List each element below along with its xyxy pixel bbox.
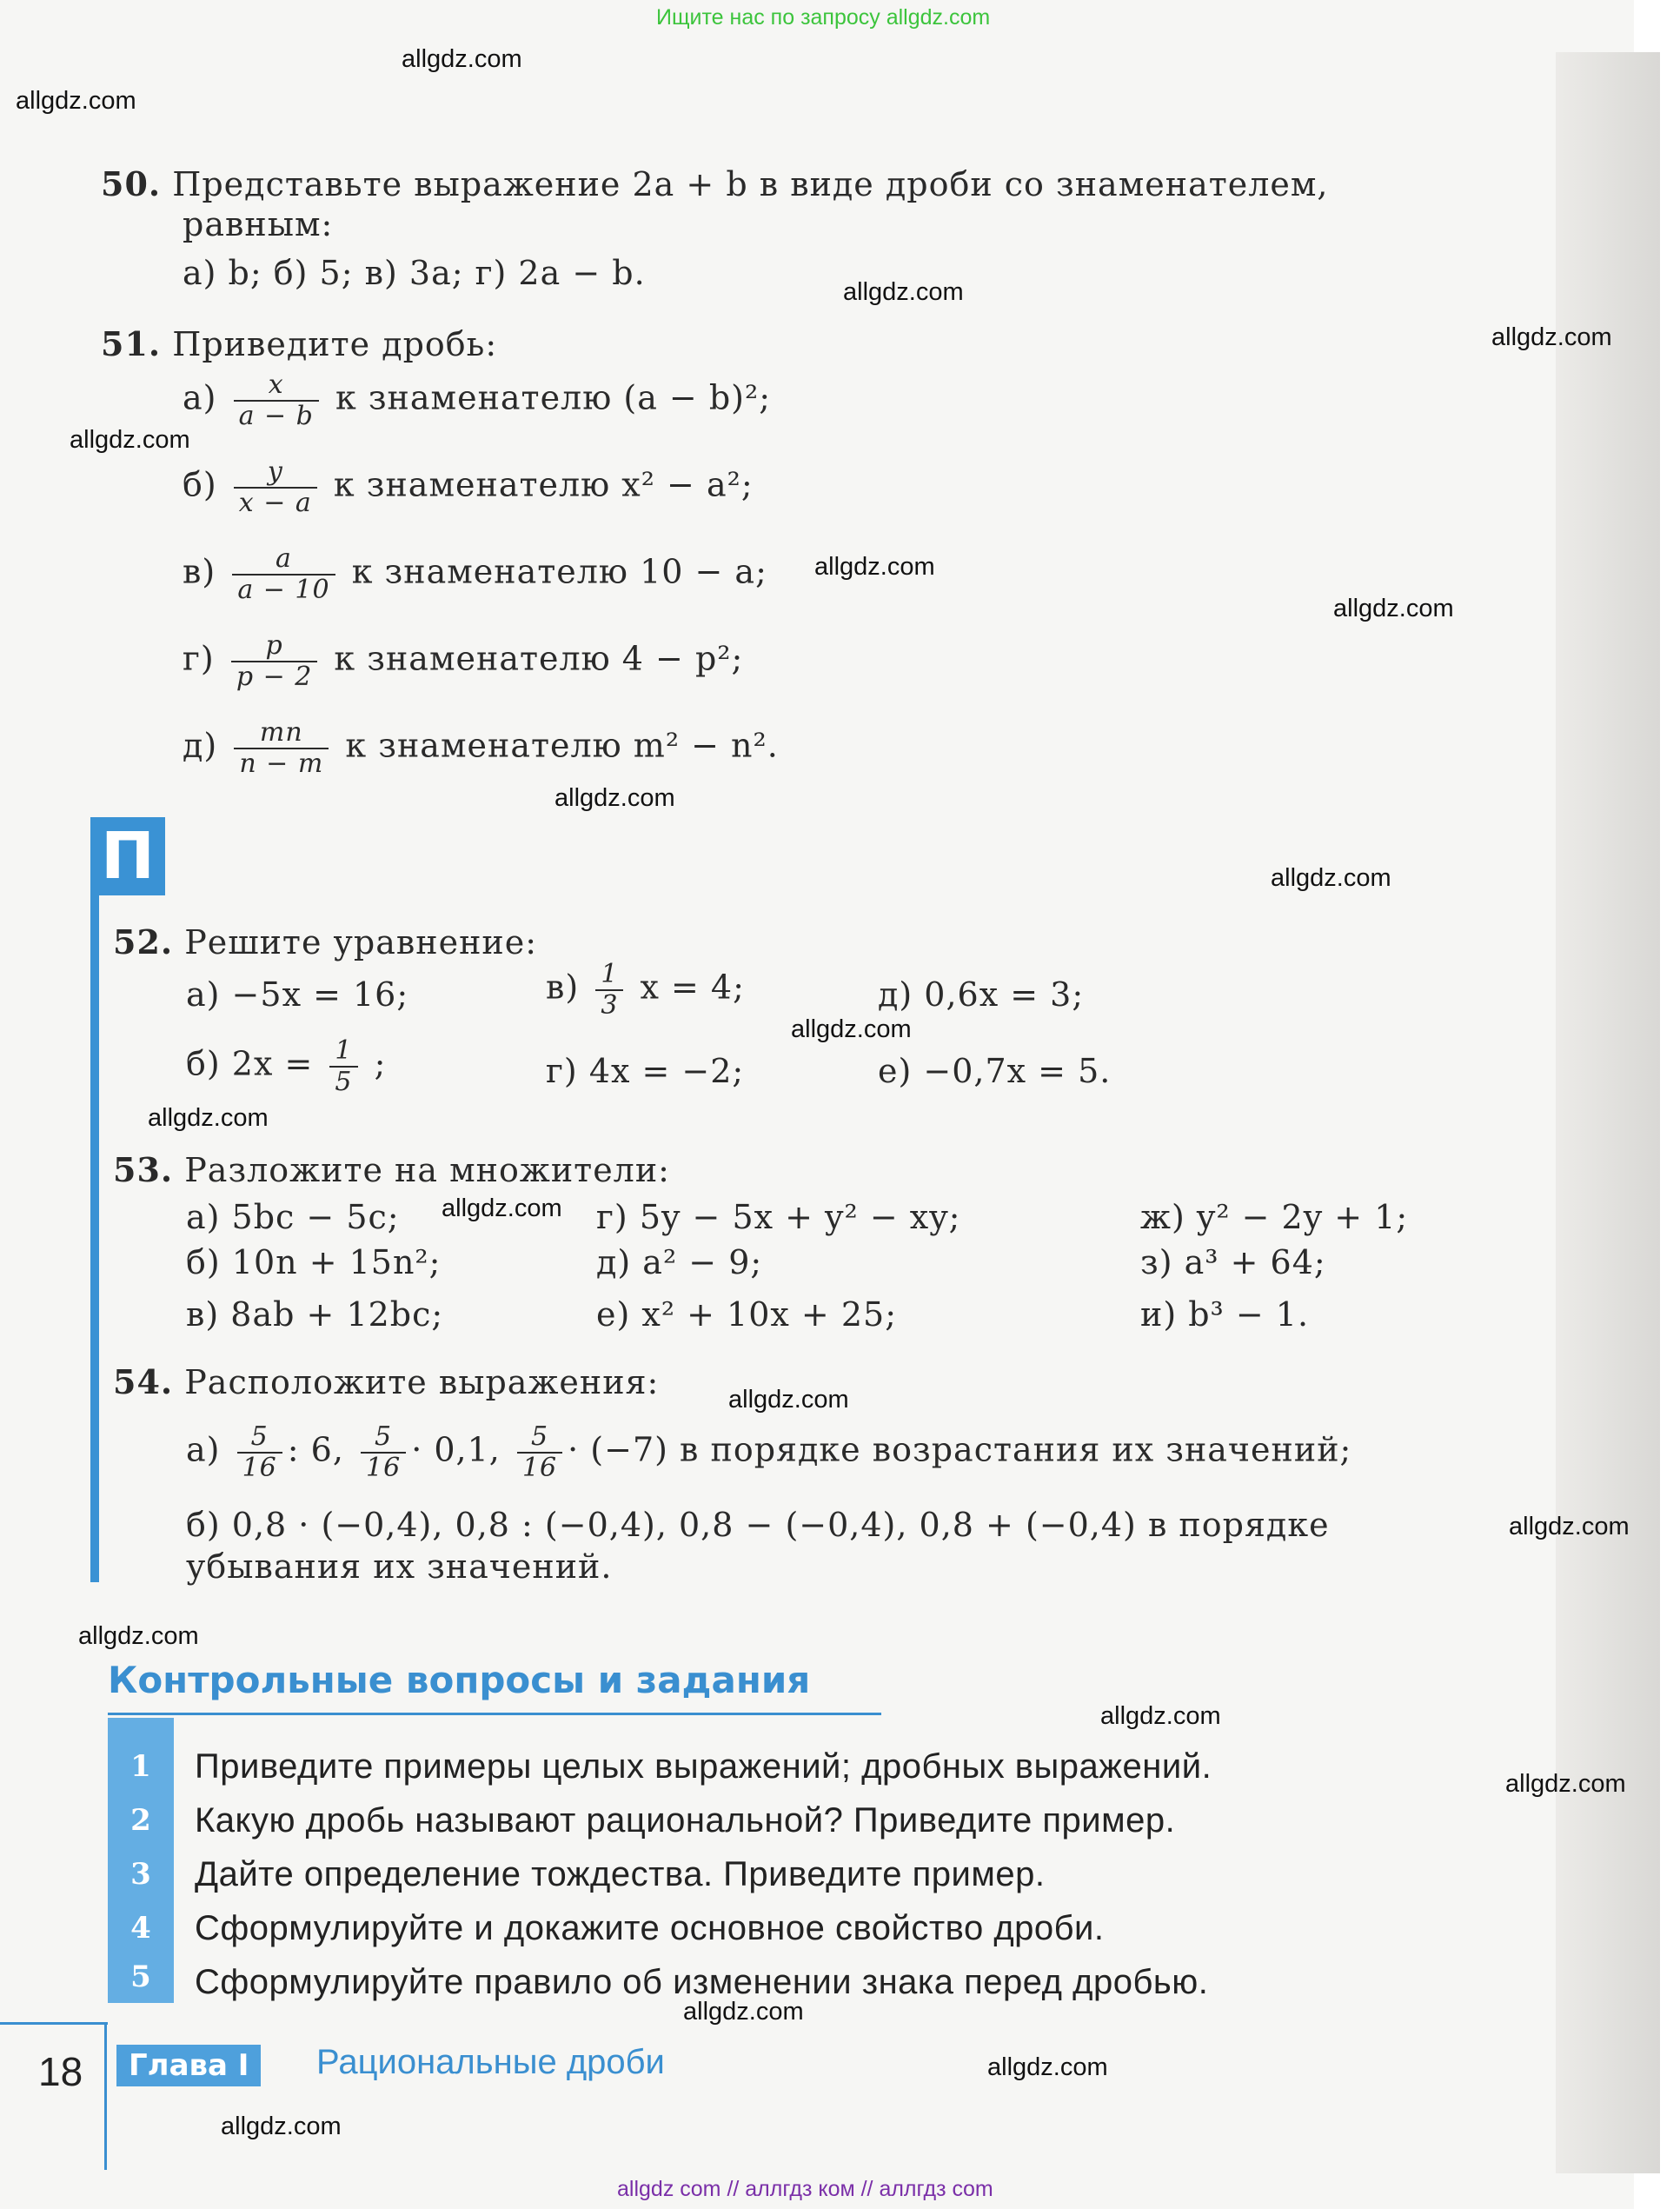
eq-g: г) 4x = −2; <box>546 1052 745 1090</box>
fraction-denominator: 16 <box>237 1452 282 1483</box>
site-watermark: allgdz.com <box>1333 595 1454 622</box>
site-watermark: allgdz.com <box>843 278 964 306</box>
question-text: Дайте определение тождества. Приведите пример. <box>195 1855 1046 1893</box>
site-watermark: allgdz.com <box>728 1386 849 1414</box>
problem-text: Разложите на множители: <box>184 1151 670 1189</box>
top-watermark[interactable]: Ищите нас по запросу allgdz.com <box>656 5 991 30</box>
chapter-label: Глава I <box>116 2045 261 2086</box>
eq-v <box>546 960 745 1021</box>
problem-51-item <box>183 370 771 431</box>
problem-50 <box>101 163 1329 205</box>
fraction-numerator: 1 <box>335 1035 353 1066</box>
fraction <box>517 1422 562 1483</box>
fraction-numerator: 5 <box>375 1421 393 1452</box>
eq-d: д) 0,6x = 3; <box>878 975 1085 1014</box>
site-watermark: allgdz.com <box>987 2053 1108 2081</box>
fraction-numerator: y <box>267 456 283 487</box>
factor-item: г) 5y − 5x + y² − xy; <box>596 1198 961 1236</box>
site-watermark: allgdz.com <box>16 87 136 115</box>
fraction-numerator: mn <box>259 717 303 748</box>
eq-b <box>186 1036 386 1097</box>
problem-54-a <box>186 1422 1351 1483</box>
site-watermark: allgdz.com <box>1491 323 1612 351</box>
question-text: Какую дробь называют рациональной? Приведите пример. <box>195 1801 1176 1840</box>
fraction-denominator: 5 <box>329 1066 357 1097</box>
question-number: 1 <box>130 1749 151 1784</box>
site-watermark: allgdz.com <box>1509 1513 1630 1540</box>
problem-text: Представьте выражение 2a + b в виде дроби со знаменателем, <box>172 165 1329 203</box>
problem-54-b-line2: убывания их значений. <box>186 1547 613 1586</box>
problem-54 <box>113 1361 659 1403</box>
fraction <box>232 544 335 605</box>
problem-number: 52. <box>113 922 174 961</box>
problem-51 <box>101 323 497 365</box>
question-text: Сформулируйте правило об изменении знака перед дробью. <box>195 1963 1209 2001</box>
item-text: б) 2x = <box>186 1044 314 1083</box>
footer-rule <box>0 2022 108 2025</box>
site-watermark: allgdz.com <box>683 1998 804 2026</box>
bottom-watermark[interactable]: allgdz com // аллгдз ком // аллгдз сom <box>617 2177 993 2201</box>
eq-a: а) −5x = 16; <box>186 975 409 1014</box>
site-watermark: allgdz.com <box>1271 864 1391 892</box>
control-questions-title: Контрольные вопросы и задания <box>108 1659 811 1701</box>
question-text: Сформулируйте и докажите основное свойство дроби. <box>195 1909 1105 1947</box>
item-text: к знаменателю x² − a²; <box>333 465 754 504</box>
question-number: 4 <box>130 1911 151 1946</box>
question-number: 5 <box>130 1959 151 1994</box>
factor-item: д) a² − 9; <box>596 1243 763 1281</box>
site-watermark: allgdz.com <box>1100 1702 1221 1730</box>
fraction-denominator: a − b <box>234 400 319 431</box>
problem-53 <box>113 1149 670 1191</box>
site-watermark: allgdz.com <box>402 45 522 73</box>
site-watermark: allgdz.com <box>221 2113 342 2140</box>
problem-50-options: а) b; б) 5; в) 3a; г) 2a − b. <box>183 254 646 292</box>
item-label: а) <box>183 378 217 417</box>
problem-number: 51. <box>101 324 162 363</box>
factor-item: з) a³ + 64; <box>1140 1243 1326 1281</box>
item-text: · 0,1, <box>411 1430 501 1469</box>
problem-51-item <box>183 718 779 779</box>
page-number: 18 <box>38 2049 83 2094</box>
problem-text: Решите уравнение: <box>184 923 538 961</box>
site-watermark: allgdz.com <box>70 426 190 454</box>
fraction-numerator: x <box>268 369 284 400</box>
site-watermark: allgdz.com <box>791 1015 912 1043</box>
problem-number: 50. <box>101 164 162 203</box>
fraction-denominator: a − 10 <box>232 574 335 605</box>
item-text: к знаменателю 4 − p²; <box>334 639 744 678</box>
problem-number: 54. <box>113 1362 174 1401</box>
problem-51-item <box>183 631 743 692</box>
problem-51-item <box>183 544 767 605</box>
question-text: Приведите примеры целых выражений; дробных выражений. <box>195 1747 1212 1786</box>
fraction <box>234 718 329 779</box>
problem-52 <box>113 922 537 963</box>
fraction-denominator: p − 2 <box>231 661 318 692</box>
item-label: в) <box>183 552 216 591</box>
site-watermark: allgdz.com <box>1505 1770 1626 1798</box>
problem-50-line2: равным: <box>183 205 334 243</box>
site-watermark: allgdz.com <box>442 1194 562 1222</box>
fraction-denominator: 16 <box>361 1452 406 1483</box>
fraction-denominator: x − a <box>234 487 317 518</box>
factor-item: ж) y² − 2y + 1; <box>1140 1198 1409 1236</box>
fraction <box>361 1422 406 1483</box>
question-number: 3 <box>130 1857 151 1892</box>
question-number: 2 <box>130 1803 151 1838</box>
item-label: в) <box>546 968 580 1007</box>
fraction-numerator: 5 <box>250 1421 269 1452</box>
repeat-section-bar <box>90 895 99 1582</box>
fraction <box>237 1422 282 1483</box>
problem-number: 53. <box>113 1150 174 1189</box>
fraction-numerator: 5 <box>531 1421 549 1452</box>
factor-item: в) 8ab + 12bc; <box>186 1295 444 1334</box>
fraction <box>234 457 317 518</box>
problem-text: Расположите выражения: <box>184 1363 660 1401</box>
site-watermark: allgdz.com <box>78 1622 199 1650</box>
problem-54-b-line1: б) 0,8 · (−0,4), 0,8 : (−0,4), 0,8 − (−0,4), 0,8 + (−0,4) в порядке <box>186 1506 1330 1544</box>
fraction-numerator: 1 <box>601 959 619 989</box>
factor-item: б) 10n + 15n²; <box>186 1243 442 1281</box>
item-text: к знаменателю 10 − a; <box>351 552 767 591</box>
fraction <box>234 370 319 431</box>
factor-item: и) b³ − 1. <box>1140 1295 1310 1334</box>
page-edge-shadow <box>1556 52 1660 2173</box>
item-text: : 6, <box>287 1430 344 1469</box>
item-label: д) <box>183 726 218 765</box>
chapter-title: Рациональные дроби <box>316 2043 665 2081</box>
item-text: x = 4; <box>640 968 745 1007</box>
fraction <box>595 960 623 1021</box>
fraction-numerator: p <box>265 630 283 661</box>
factor-item: а) 5bc − 5c; <box>186 1198 400 1236</box>
site-watermark: allgdz.com <box>814 553 935 581</box>
item-text: ; <box>374 1044 387 1083</box>
item-label: г) <box>183 639 215 678</box>
eq-e: е) −0,7x = 5. <box>878 1052 1112 1090</box>
item-text: · (−7) в порядке возрастания их значений; <box>568 1430 1352 1469</box>
fraction-numerator: a <box>276 543 292 574</box>
fraction <box>329 1036 357 1097</box>
fraction-denominator: 3 <box>595 989 623 1021</box>
footer-vertical-rule <box>104 2022 107 2170</box>
title-underline <box>108 1713 881 1715</box>
problem-text: Приведите дробь: <box>172 325 498 363</box>
item-text: к знаменателю (a − b)²; <box>335 378 772 417</box>
site-watermark: allgdz.com <box>554 784 675 812</box>
repeat-section-letter: П <box>101 819 155 894</box>
fraction-denominator: n − m <box>234 748 329 779</box>
site-watermark: allgdz.com <box>148 1104 269 1132</box>
item-label: а) <box>186 1430 221 1469</box>
fraction <box>231 631 318 692</box>
fraction-denominator: 16 <box>517 1452 562 1483</box>
problem-51-item <box>183 457 754 518</box>
item-label: б) <box>183 465 217 504</box>
factor-item: е) x² + 10x + 25; <box>596 1295 897 1334</box>
item-text: к знаменателю m² − n². <box>345 726 779 765</box>
